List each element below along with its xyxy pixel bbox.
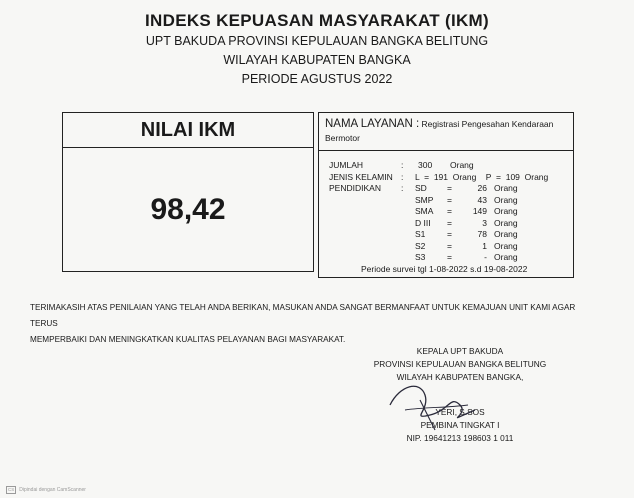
doc-subtitle-org: UPT BAKUDA PROVINSI KEPULAUAN BANGKA BELITUNG <box>145 34 489 48</box>
nilai-ikm-label: NILAI IKM <box>63 113 313 148</box>
edu-level: SD <box>415 183 427 193</box>
edu-eq: = <box>447 194 452 205</box>
signer-region: WILAYAH KABUPATEN BANGKA, <box>396 372 524 382</box>
edu-level: D III <box>415 217 431 228</box>
edu-eq: = <box>447 183 452 193</box>
camscanner-icon: CS <box>8 487 15 492</box>
edu-unit: Orang <box>494 183 518 193</box>
doc-title: INDEKS KEPUASAN MASYARAKAT (IKM) <box>145 11 489 30</box>
signer-title: KEPALA UPT BAKUDA <box>416 346 504 356</box>
edu-level: SMA <box>415 206 434 216</box>
layanan-name-2: Bermotor <box>325 133 360 143</box>
layanan-label: NAMA LAYANAN : <box>325 118 420 130</box>
signer-rank: PEMBINA TINGKAT I <box>420 420 500 430</box>
jumlah-value: 300 <box>418 160 433 170</box>
document-header <box>0 10 634 89</box>
edu-count: 3 <box>482 217 487 228</box>
scanner-watermark-text: Dipindai dengan CamScanner <box>19 487 86 493</box>
edu-unit: Orang <box>494 206 518 216</box>
edu-unit: Orang <box>494 194 518 205</box>
jumlah-colon: : <box>401 160 404 170</box>
edu-level: S3 <box>415 252 426 262</box>
jenis-kelamin-colon: : <box>401 171 404 182</box>
edu-eq: = <box>447 229 452 239</box>
nilai-ikm-value: 98,42 <box>150 193 226 226</box>
doc-subtitle-region: WILAYAH KABUPATEN BANGKA <box>223 53 411 67</box>
edu-count: 43 <box>477 194 487 205</box>
handwritten-signature <box>380 375 490 435</box>
thanks-note <box>30 300 590 348</box>
signer-nip: NIP. 19641213 198603 1 011 <box>406 433 514 443</box>
jenis-kelamin-label: JENIS KELAMIN <box>329 171 393 182</box>
periode-survei: Periode survei tgl 1-08-2022 s.d 19-08-2022 <box>361 264 528 274</box>
thanks-line-2: MEMPERBAIKI DAN MENINGKATKAN KUALITAS PELAYANAN BAGI MASYARAKAT. <box>30 335 346 344</box>
edu-count: 26 <box>477 183 487 193</box>
pendidikan-colon: : <box>401 183 404 193</box>
edu-unit: Orang <box>494 240 518 251</box>
edu-count: 78 <box>477 229 487 239</box>
layanan-name-1: Registrasi Pengesahan Kendaraan <box>421 119 554 129</box>
edu-count: - <box>484 252 487 262</box>
pendidikan-label: PENDIDIKAN <box>329 183 381 193</box>
edu-eq: = <box>447 240 452 251</box>
jumlah-label: JUMLAH <box>329 160 364 170</box>
edu-unit: Orang <box>494 252 518 262</box>
layanan-box <box>318 112 574 278</box>
signer-name: YERI, S.SOS <box>435 407 485 417</box>
nilai-ikm-box <box>62 112 314 272</box>
signer-org: PROVINSI KEPULAUAN BANGKA BELITUNG <box>373 359 547 369</box>
scanner-watermark <box>6 486 86 494</box>
doc-subtitle-period: PERIODE AGUSTUS 2022 <box>241 72 393 86</box>
jumlah-unit: Orang <box>450 160 474 170</box>
layanan-header <box>319 113 573 151</box>
edu-eq: = <box>447 206 452 216</box>
edu-level: S2 <box>415 240 426 251</box>
edu-unit: Orang <box>494 217 518 228</box>
edu-eq: = <box>447 252 452 262</box>
edu-unit: Orang <box>494 229 518 239</box>
edu-count: 149 <box>472 206 487 216</box>
edu-level: S1 <box>415 229 426 239</box>
edu-count: 1 <box>482 240 487 251</box>
thanks-line-1: TERIMAKASIH ATAS PENILAIAN YANG TELAH ANDA BERIKAN, MASUKAN ANDA SANGAT BERMANFAAT UNTUK KEMAJUAN UNIT KAMI AGAR TERUS <box>30 303 576 328</box>
edu-level: SMP <box>415 194 434 205</box>
jenis-kelamin-value: L = 191 Orang P = 109 Orang <box>415 171 549 182</box>
edu-eq: = <box>447 217 452 228</box>
